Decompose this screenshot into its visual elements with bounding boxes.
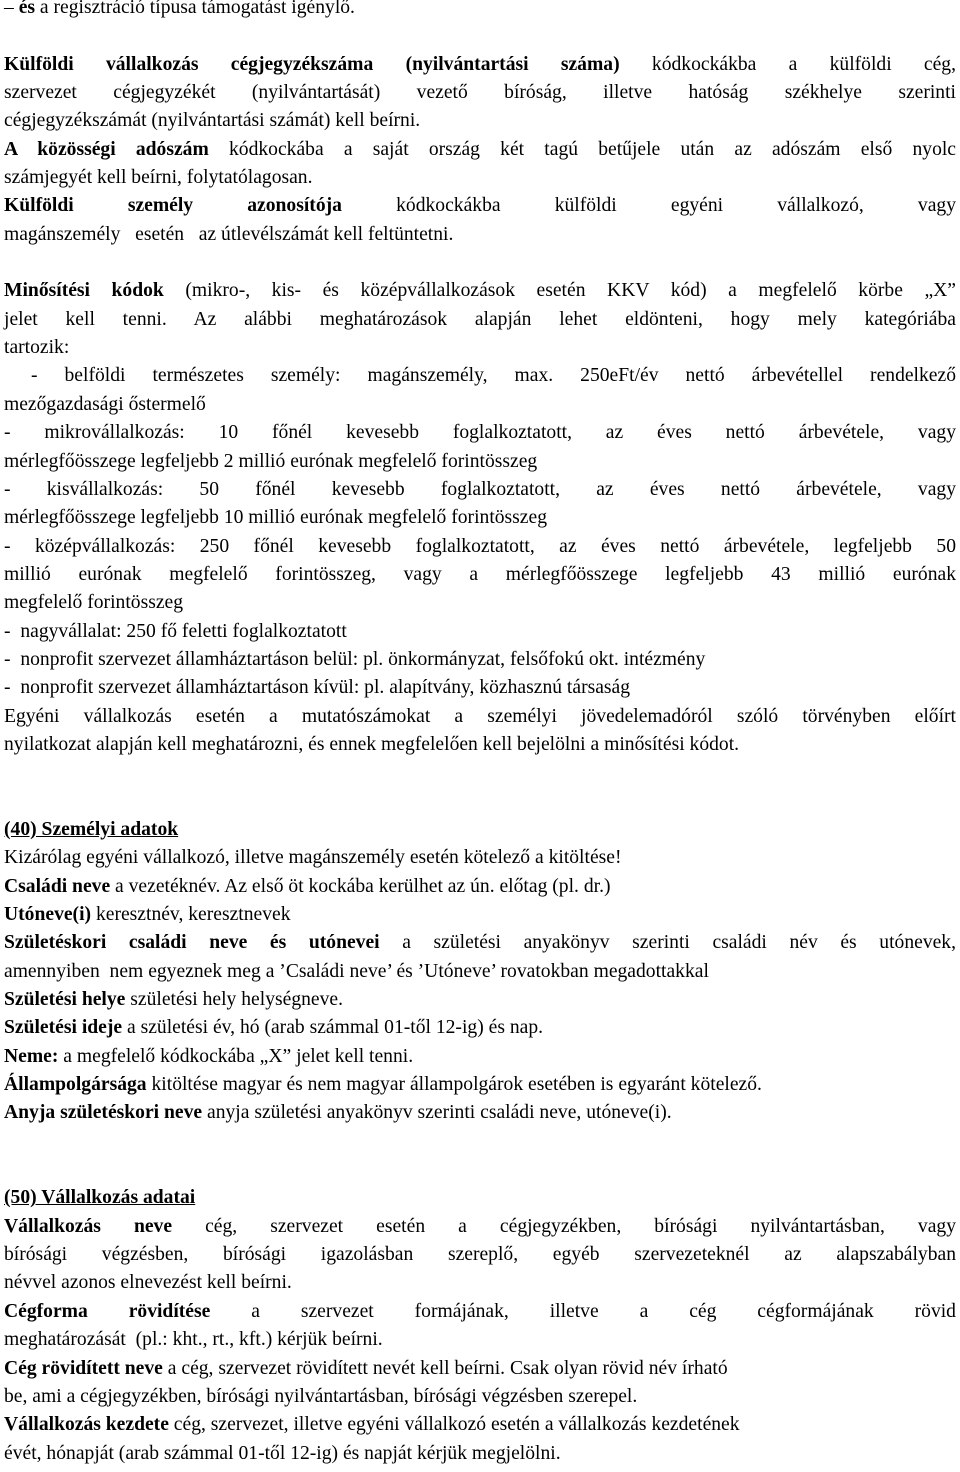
text-segment: amennyiben nem egyeznek meg a ’Családi neve’ és ’Utóneve’ rovatokban megadottakkal — [4, 960, 709, 982]
text-segment: nyilatkozat alapján kell meghatározni, és ennek megfelelően kell bejelölni a minősítési kódot. — [4, 733, 740, 755]
text-segment: a vezetéknév. Az első öt kockába kerülhet az ún. előtag (pl. dr.) — [110, 875, 611, 897]
text-segment: a megfelelő kódkockába „X” jelet kell tenni. — [58, 1045, 414, 1067]
bold-term: Vállalkozás kezdete — [4, 1414, 169, 1436]
text-segment: kódkockákba a külföldi cég, — [619, 53, 957, 75]
blank-line — [4, 788, 956, 816]
text-line — [4, 1184, 956, 1212]
text-line — [4, 277, 956, 305]
text-segment: - mikrovállalkozás: 10 főnél kevesebb foglalkoztatott, az éves nettó árbevétele, vagy — [4, 422, 956, 444]
text-segment: évét, hónapját (arab számmal 01-től 12-ig) és napját kérjük megjelölni. — [4, 1442, 561, 1464]
bold-term: Születési ideje — [4, 1017, 123, 1039]
text-segment: - középvállalkozás: 250 főnél kevesebb foglalkoztatott, az éves nettó árbevétele, legfeljebb 50 — [4, 535, 956, 557]
text-segment: Kizárólag egyéni vállalkozó, illetve magánszemély esetén kötelező a kitöltése! — [4, 847, 622, 869]
text-line — [4, 674, 956, 702]
text-segment: mezőgazdasági őstermelő — [4, 393, 206, 415]
blank-line — [4, 759, 956, 787]
text-line — [4, 79, 956, 107]
text-line — [4, 589, 956, 617]
text-segment: kódkockába a saját ország két tagú betűjele után az adószám első nyolc — [208, 138, 957, 160]
text-segment: a szervezet formájának, illetve a cég cégformájának rövid — [210, 1300, 956, 1322]
text-segment: a születési anyakönyv szerinti családi név és utónevek, — [379, 932, 957, 954]
text-line — [4, 306, 956, 334]
text-line — [4, 1411, 956, 1439]
text-segment: - belföldi természetes személy: magánszemély, max. 250eFt/év nettó árbevétellel rendelkező — [4, 365, 956, 387]
text-line — [4, 703, 956, 731]
text-line — [4, 901, 956, 929]
text-segment: szervezet cégjegyzékét (nyilvántartását) vezető bíróság, illetve hatóság székhelye szerinti — [4, 82, 956, 104]
bold-term: Külföldi személy azonosítója — [4, 195, 342, 217]
bold-term: Neme: — [4, 1045, 59, 1067]
text-segment: megfelelő forintösszeg — [4, 592, 184, 614]
text-line — [4, 0, 956, 22]
text-line — [4, 221, 956, 249]
text-line — [4, 192, 956, 220]
text-line — [4, 1241, 956, 1269]
text-segment: anyja születési anyakönyv szerinti családi neve, utóneve(i). — [202, 1102, 672, 1124]
text-line — [4, 533, 956, 561]
text-segment: magánszemély esetén az útlevélszámát kell feltüntetni. — [4, 223, 454, 245]
text-line — [4, 51, 956, 79]
bold-term: A közösségi adószám — [4, 138, 209, 160]
text-segment: be, ami a cégjegyzékben, bírósági nyilvántartásban, bírósági végzésben szerepel. — [4, 1385, 638, 1407]
text-segment: a születési év, hó (arab számmal 01-től 12-ig) és nap. — [122, 1017, 544, 1039]
text-segment: keresztnév, keresztnevek — [91, 904, 291, 925]
blank-line — [4, 22, 956, 50]
text-segment: bírósági végzésben, bírósági igazolásban szereplő, egyéb szervezeteknél az alapszabályban — [4, 1244, 956, 1266]
text-line — [4, 844, 956, 872]
bold-term: Minősítési kódok — [4, 280, 164, 302]
text-line — [4, 1355, 956, 1383]
text-line — [4, 362, 956, 390]
text-segment: mérlegfőösszege legfeljebb 2 millió eurónak megfelelő forintösszeg — [4, 450, 538, 472]
text-line — [4, 1326, 956, 1354]
bold-term: Külföldi vállalkozás cégjegyzékszáma (nyilvántartási száma) — [4, 53, 620, 75]
blank-line — [4, 249, 956, 277]
text-segment: számjegyét kell beírni, folytatólagosan. — [4, 167, 313, 189]
text-segment: névvel azonos elnevezést kell beírni. — [4, 1272, 292, 1294]
text-line — [4, 958, 956, 986]
text-segment: - nonprofit szervezet államháztartáson belül: pl. önkormányzat, felsőfokú okt. intézmény — [4, 648, 706, 670]
text-segment: - kisvállalkozás: 50 főnél kevesebb foglalkoztatott, az éves nettó árbevétele, vagy — [4, 478, 956, 500]
text-segment: tartozik: — [4, 337, 70, 359]
text-line — [4, 986, 956, 1014]
text-segment: cégjegyzékszámát (nyilvántartási számát) kell beírni. — [4, 110, 421, 132]
text-segment: kitöltése magyar és nem magyar állampolgárok esetében is egyaránt kötelező. — [146, 1074, 762, 1096]
text-line — [4, 1014, 956, 1042]
bold-term: és — [18, 0, 36, 18]
text-line — [4, 816, 956, 844]
bold-term: Születéskori családi neve és utónevei — [4, 932, 380, 954]
text-segment: cég, szervezet, illetve egyéni vállalkozó esetén a vállalkozás kezdetének — [168, 1414, 740, 1436]
text-segment: - nagyvállalat: 250 fő feletti foglalkoztatott — [4, 620, 347, 642]
document-page — [4, 0, 956, 1468]
bold-term: Cég rövidített neve — [4, 1357, 163, 1379]
bold-term: Családi neve — [4, 875, 111, 897]
text-line — [4, 1213, 956, 1241]
text-segment: - nonprofit szervezet államháztartáson kívül: pl. alapítvány, közhasznú társaság — [4, 677, 631, 699]
blank-line — [4, 1128, 956, 1156]
text-line — [4, 136, 956, 164]
text-line — [4, 646, 956, 674]
text-line — [4, 1298, 956, 1326]
text-line — [4, 1269, 956, 1297]
text-line — [4, 107, 956, 135]
bold-term: Anyja születéskori neve — [4, 1102, 203, 1124]
text-segment: jelet kell tenni. Az alábbi meghatározások alapján lehet eldönteni, hogy mely kategóriába — [4, 308, 956, 330]
text-line — [4, 419, 956, 447]
text-line — [4, 391, 956, 419]
text-line — [4, 561, 956, 589]
text-segment: – — [4, 0, 19, 18]
text-line — [4, 448, 956, 476]
text-line — [4, 476, 956, 504]
bold-term: Vállalkozás neve — [4, 1215, 173, 1237]
bold-term: (50) Vállalkozás adatai — [4, 1187, 196, 1209]
text-line — [4, 504, 956, 532]
bold-term: (40) Személyi adatok — [4, 818, 179, 840]
text-line — [4, 1440, 956, 1468]
text-line — [4, 618, 956, 646]
text-segment: a cég, szervezet rövidített nevét kell beírni. Csak olyan rövid név írható — [162, 1357, 728, 1379]
text-segment: cég, szervezet esetén a cégjegyzékben, bírósági nyilvántartásban, vagy — [172, 1215, 956, 1237]
text-segment: kódkockákba külföldi egyéni vállalkozó, vagy — [341, 195, 956, 217]
text-segment: a regisztráció típusa támogatást igénylő. — [35, 0, 355, 18]
text-segment: millió eurónak megfelelő forintösszeg, vagy a mérlegfőösszege legfeljebb 43 millió eurónak — [4, 563, 956, 585]
text-segment: születési hely helységneve. — [125, 989, 343, 1011]
bold-term: Születési helye — [4, 989, 126, 1011]
text-line — [4, 1071, 956, 1099]
text-line — [4, 1099, 956, 1127]
text-line — [4, 164, 956, 192]
text-line — [4, 334, 956, 362]
bold-term: Utóneve(i) — [4, 904, 92, 925]
blank-line — [4, 1156, 956, 1184]
text-line — [4, 873, 956, 901]
text-line — [4, 1383, 956, 1411]
text-line — [4, 1043, 956, 1071]
text-segment: meghatározását (pl.: kht., rt., kft.) kérjük beírni. — [4, 1329, 383, 1351]
text-line — [4, 731, 956, 759]
text-segment: (mikro-, kis- és középvállalkozások esetén KKV kód) a megfelelő körbe „X” — [163, 280, 956, 302]
text-segment: mérlegfőösszege legfeljebb 10 millió eurónak megfelelő forintösszeg — [4, 507, 547, 529]
bold-term: Állampolgársága — [4, 1074, 147, 1096]
bold-term: Cégforma rövidítése — [4, 1300, 211, 1322]
text-line — [4, 929, 956, 957]
text-segment: Egyéni vállalkozás esetén a mutatószámokat a személyi jövedelemadóról szóló törvényben előírt — [4, 705, 956, 727]
